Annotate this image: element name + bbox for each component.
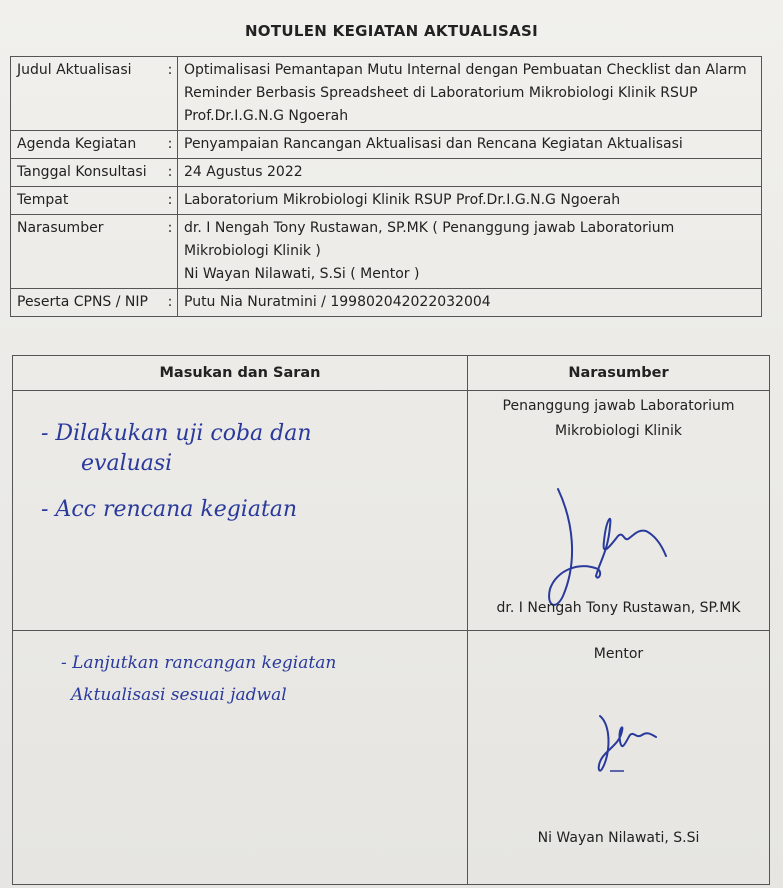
info-colon: : (163, 159, 178, 187)
narasumber-name: Ni Wayan Nilawati, S.Si (537, 830, 700, 846)
info-label: Tanggal Konsultasi (11, 159, 164, 187)
narasumber-role: Penanggung jawab Laboratorium Mikrobiologi Klinik (502, 398, 735, 439)
narasumber-mentor: Ni Wayan Nilawati, S.Si ( Mentor ) (184, 266, 420, 282)
signature-icon (590, 701, 680, 781)
info-label: Tempat (11, 187, 164, 215)
info-label: Judul Aktualisasi (11, 57, 164, 131)
info-value: Laboratorium Mikrobiologi Klinik RSUP Prof.Dr.I.G.N.G Ngoerah (178, 187, 762, 215)
narasumber-name: dr. I Nengah Tony Rustawan, SP.MK (496, 600, 741, 616)
info-value: 24 Agustus 2022 (178, 159, 762, 187)
info-label: Agenda Kegiatan (11, 131, 164, 159)
notes-header-right: Narasumber (468, 356, 770, 391)
info-colon: : (163, 131, 178, 159)
info-row (11, 131, 762, 159)
info-colon: : (163, 57, 178, 131)
info-row (11, 289, 762, 317)
info-colon: : (163, 215, 178, 289)
info-row (11, 159, 762, 187)
info-row (11, 215, 762, 289)
info-value: Optimalisasi Pemantapan Mutu Internal dengan Pembuatan Checklist dan Alarm Reminder Berbasis Spreadsheet di Laboratorium Mikrobiologi Klinik RSUP Prof.Dr.I.G.N.G Ngoerah (178, 57, 762, 131)
notes-cell (13, 631, 468, 885)
info-label: Peserta CPNS / NIP (11, 289, 164, 317)
info-value: Putu Nia Nuratmini / 199802042022032004 (178, 289, 762, 317)
narasumber-cell (468, 391, 770, 631)
info-colon: : (163, 187, 178, 215)
notes-row (13, 631, 770, 885)
notes-row (13, 391, 770, 631)
info-colon: : (163, 289, 178, 317)
handwritten-note: - Dilakukan uji coba dan evaluasi - Acc rencana kegiatan (41, 421, 312, 522)
notes-table (12, 355, 770, 885)
notes-cell (13, 391, 468, 631)
info-row (11, 57, 762, 131)
narasumber-cell (468, 631, 770, 885)
narasumber-role: Mentor (593, 646, 644, 662)
info-label: Narasumber (11, 215, 164, 289)
handwritten-note: - Lanjutkan rancangan kegiatan Aktualisasi sesuai jadwal (61, 653, 337, 705)
info-row (11, 187, 762, 215)
info-value (178, 215, 762, 289)
page-title: NOTULEN KEGIATAN AKTUALISASI (244, 22, 539, 40)
info-table (10, 56, 762, 317)
notes-header-left: Masukan dan Saran (13, 356, 468, 391)
narasumber-primary: dr. I Nengah Tony Rustawan, SP.MK ( Penanggung jawab Laboratorium Mikrobiologi Klinik ) (184, 220, 675, 259)
info-value: Penyampaian Rancangan Aktualisasi dan Rencana Kegiatan Aktualisasi (178, 131, 762, 159)
